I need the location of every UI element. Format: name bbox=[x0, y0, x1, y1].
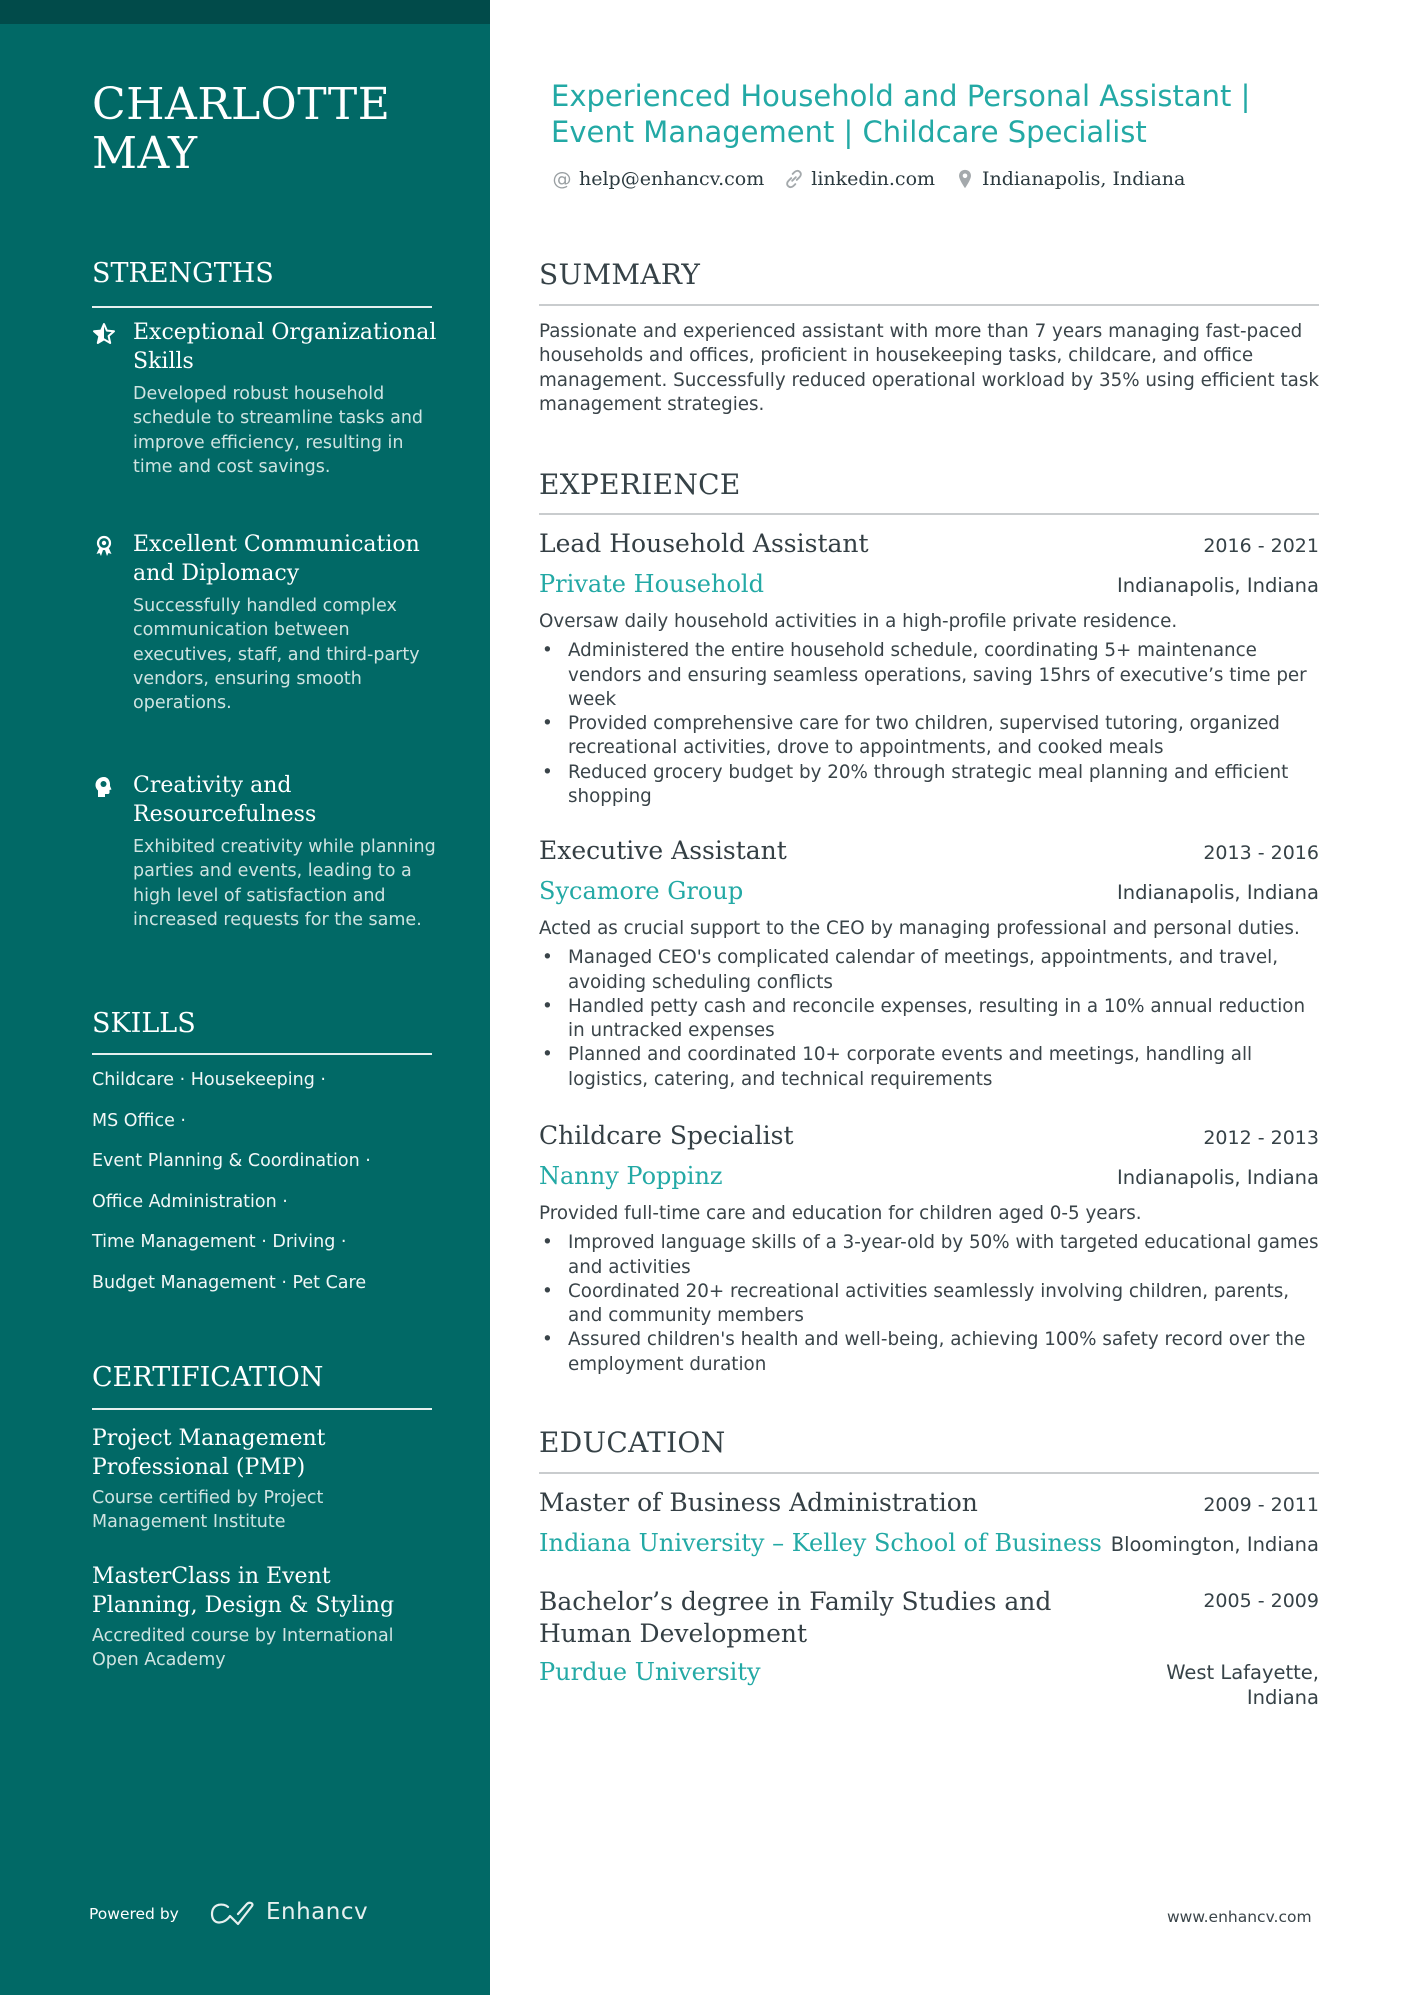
strength-title: Excellent Communication and Diplomacy bbox=[133, 532, 420, 586]
job-title: Executive Assistant bbox=[539, 836, 787, 865]
skills-divider bbox=[92, 1053, 432, 1055]
strength-item bbox=[92, 318, 437, 479]
degree-title: Master of Business Administration bbox=[539, 1488, 978, 1517]
education-entry bbox=[539, 1487, 1319, 1559]
enhancv-logo-icon bbox=[208, 1900, 260, 1928]
link-icon bbox=[783, 168, 805, 190]
strength-description: Successfully handled complex communication between executives, staff, and third-party vendors, ensuring smooth operations. bbox=[133, 596, 420, 714]
contact-bar bbox=[551, 168, 1204, 190]
sidebar bbox=[0, 0, 490, 1995]
school-name: Indiana University – Kelley School of Business bbox=[539, 1529, 1102, 1557]
skills-list bbox=[92, 1068, 437, 1311]
bullet-item: • Handled petty cash and reconcile expenses, resulting in a 10% annual reduction in untracked expenses bbox=[539, 995, 1319, 1044]
bullet-item: • Administered the entire household schedule, coordinating 5+ maintenance vendors and ensuring seamless operations, saving 15hrs of executive’s time per week bbox=[539, 639, 1319, 712]
skill-line: Childcare · Housekeeping · bbox=[92, 1070, 326, 1090]
summary-heading: SUMMARY bbox=[539, 258, 701, 291]
job-title: Childcare Specialist bbox=[539, 1121, 794, 1150]
skill-line: Budget Management · Pet Care bbox=[92, 1272, 367, 1293]
at-icon: @ bbox=[552, 168, 572, 190]
job-location: Indianapolis, Indiana bbox=[1116, 574, 1319, 597]
location-pin-icon bbox=[954, 168, 976, 190]
strengths-heading: STRENGTHS bbox=[92, 258, 274, 289]
education-heading: EDUCATION bbox=[539, 1426, 726, 1459]
headline: Experienced Household and Personal Assistant | Event Management | Childcare Specialist bbox=[551, 79, 1251, 149]
contact-location bbox=[954, 168, 1185, 190]
job-title: Lead Household Assistant bbox=[539, 529, 869, 558]
experience-entry bbox=[539, 528, 1319, 809]
name-first: CHARLOTTE bbox=[92, 79, 391, 130]
certification-item bbox=[92, 1424, 437, 1534]
job-summary: Provided full-time care and education for children aged 0-5 years. bbox=[539, 1203, 1142, 1224]
certification-title: Project Management Professional (PMP) bbox=[92, 1426, 326, 1480]
enhancv-brand[interactable]: Enhancv bbox=[266, 1899, 369, 1925]
email-text: help@enhancv.com bbox=[579, 168, 765, 190]
education-divider bbox=[539, 1472, 1319, 1474]
skill-line: MS Office · bbox=[92, 1110, 186, 1131]
summary-text: Passionate and experienced assistant with more than 7 years managing fast-paced households and offices, proficient in housekeeping tasks, childcare, and office management. Successfully reduced operational workload by 35% using efficient task management strategies. bbox=[539, 321, 1319, 415]
education-entry bbox=[539, 1586, 1319, 1710]
bullet-item: • Planned and coordinated 10+ corporate events and meetings, handling all logistics, catering, and technical requirements bbox=[539, 1043, 1319, 1092]
linkedin-text: linkedin.com bbox=[811, 168, 936, 190]
location-line: Indiana bbox=[1246, 1686, 1319, 1709]
job-dates: 2013 - 2016 bbox=[1203, 842, 1319, 864]
company-name: Sycamore Group bbox=[539, 877, 744, 905]
bullet-item: • Improved language skills of a 3-year-old by 50% with targeted educational games and activities bbox=[539, 1231, 1319, 1280]
strength-description: Developed robust household schedule to streamline tasks and improve efficiency, resulting in time and cost savings. bbox=[133, 384, 424, 477]
location-text: Indianapolis, Indiana bbox=[982, 168, 1186, 190]
certification-divider bbox=[92, 1408, 432, 1410]
experience-entry bbox=[539, 835, 1319, 1092]
job-summary: Oversaw daily household activities in a high-profile private residence. bbox=[539, 611, 1178, 632]
powered-by-label: Powered by bbox=[89, 1905, 179, 1923]
head-lightbulb-icon bbox=[92, 775, 116, 799]
certification-description: Course certified by Project Management Institute bbox=[92, 1488, 324, 1532]
strength-item bbox=[92, 530, 437, 715]
skills-heading: SKILLS bbox=[92, 1008, 196, 1039]
award-ribbon-icon bbox=[92, 534, 116, 558]
school-name: Purdue University bbox=[539, 1658, 761, 1686]
certification-title: MasterClass in Event Planning, Design & Styling bbox=[92, 1564, 395, 1618]
education-dates: 2009 - 2011 bbox=[1203, 1494, 1319, 1516]
skill-line: Office Administration · bbox=[92, 1191, 288, 1212]
contact-linkedin[interactable] bbox=[783, 168, 935, 190]
job-dates: 2016 - 2021 bbox=[1203, 535, 1319, 557]
summary-divider bbox=[539, 304, 1319, 306]
experience-entry bbox=[539, 1120, 1319, 1377]
bullet-item: • Coordinated 20+ recreational activities seamlessly involving children, parents, and community members bbox=[539, 1280, 1319, 1329]
job-summary: Acted as crucial support to the CEO by managing professional and personal duties. bbox=[539, 918, 1300, 939]
strength-item bbox=[92, 771, 437, 932]
name-last: MAY bbox=[92, 128, 198, 179]
degree-title: Bachelor’s degree in Family Studies and Human Development bbox=[539, 1587, 1052, 1648]
education-location: Bloomington, Indiana bbox=[1110, 1533, 1319, 1556]
footer-website-link[interactable]: www.enhancv.com bbox=[1167, 1908, 1312, 1926]
certification-heading: CERTIFICATION bbox=[92, 1362, 324, 1393]
sidebar-top-bar bbox=[0, 0, 490, 24]
location-line: West Lafayette, bbox=[1166, 1661, 1319, 1684]
job-location: Indianapolis, Indiana bbox=[1116, 1166, 1319, 1189]
education-dates: 2005 - 2009 bbox=[1203, 1590, 1319, 1612]
experience-divider bbox=[539, 513, 1319, 515]
candidate-name bbox=[92, 80, 390, 178]
strength-title: Exceptional Organizational Skills bbox=[133, 320, 437, 374]
job-bullets bbox=[539, 946, 1319, 1092]
bullet-item: • Assured children's health and well-being, achieving 100% safety record over the employment duration bbox=[539, 1328, 1319, 1377]
job-location: Indianapolis, Indiana bbox=[1116, 881, 1319, 904]
skill-line: Time Management · Driving · bbox=[92, 1232, 347, 1252]
strength-description: Exhibited creativity while planning parties and events, leading to a high level of satisfaction and increased requests for the same. bbox=[133, 837, 436, 930]
bullet-item: • Managed CEO's complicated calendar of meetings, appointments, and travel, avoiding scheduling conflicts bbox=[539, 946, 1319, 995]
contact-email[interactable] bbox=[551, 168, 764, 190]
bullet-item: • Provided comprehensive care for two children, supervised tutoring, organized recreational activities, drove to appointments, and cooked meals bbox=[539, 712, 1319, 761]
job-dates: 2012 - 2013 bbox=[1203, 1127, 1319, 1149]
job-bullets bbox=[539, 639, 1319, 809]
skill-line: Event Planning & Coordination · bbox=[92, 1151, 371, 1171]
bullet-item: • Reduced grocery budget by 20% through strategic meal planning and efficient shopping bbox=[539, 761, 1319, 810]
strengths-divider bbox=[92, 306, 432, 308]
job-bullets bbox=[539, 1231, 1319, 1377]
education-location bbox=[1166, 1660, 1319, 1710]
company-name: Private Household bbox=[539, 570, 764, 598]
strength-title: Creativity and Resourcefulness bbox=[133, 773, 317, 827]
company-name: Nanny Poppinz bbox=[539, 1162, 723, 1190]
experience-heading: EXPERIENCE bbox=[539, 468, 741, 501]
certification-description: Accredited course by International Open Academy bbox=[92, 1626, 394, 1670]
certification-item bbox=[92, 1562, 437, 1672]
star-half-icon bbox=[92, 322, 116, 346]
